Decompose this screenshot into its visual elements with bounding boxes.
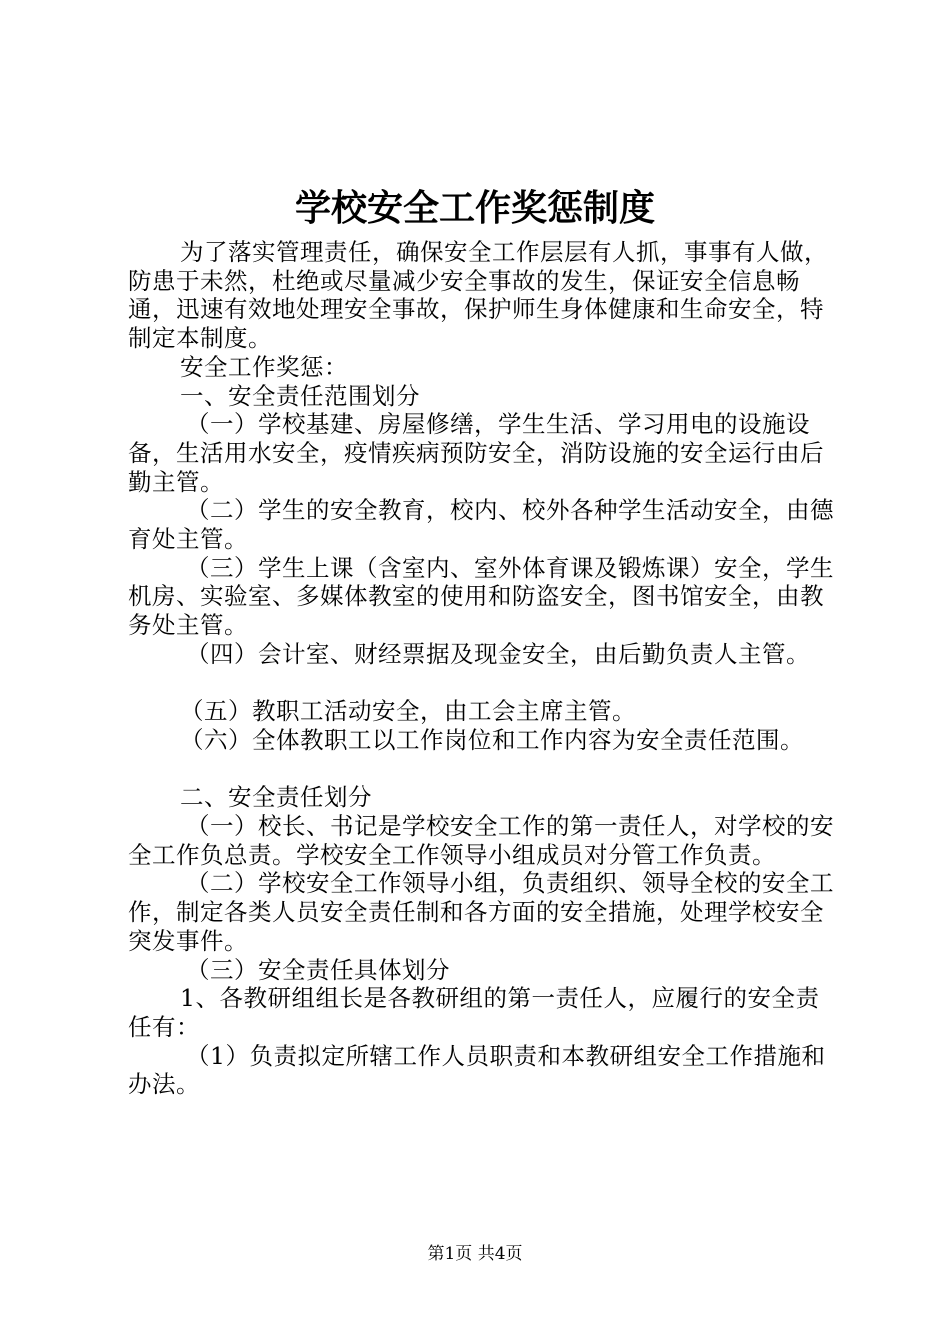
- paragraph-2-3-1: 1、各教研组组长是各教研组的第一责任人，应履行的安全责任有：: [128, 984, 820, 1041]
- section-heading-2: 二、安全责任划分: [180, 783, 372, 812]
- paragraph-1-1: （一）学校基建、房屋修缮，学生生活、学习用电的设施设备，生活用水安全，疫情疾病预防安全，消防设施的安全运行由后勤主管。: [128, 410, 824, 496]
- paragraph-heading-rewards: 安全工作奖惩：: [180, 352, 348, 381]
- paragraph-1-2: （二）学生的安全教育，校内、校外各种学生活动安全，由德育处主管。: [128, 496, 834, 554]
- document-body: [128, 238, 840, 1099]
- paragraph-2-3: （三）安全责任具体划分: [186, 955, 450, 984]
- paragraph-1-3: （三）学生上课（含室内、室外体育课及锻炼课）安全，学生机房、实验室、多媒体教室的使用和防盗安全，图书馆安全，由教务处主管。: [128, 553, 834, 640]
- paragraph-1-4: （四）会计室、财经票据及现金安全，由后勤负责人主管。: [186, 639, 810, 668]
- document-title: 学校安全工作奖惩制度: [294, 187, 655, 229]
- paragraph-intro: 为了落实管理责任，确保安全工作层层有人抓，事事有人做，防患于未然，杜绝或尽量减少安全事故的发生，保证安全信息畅通，迅速有效地处理安全事故，保护师生身体健康和生命安全，特制定本制度。: [128, 238, 828, 353]
- section-heading-1: 一、安全责任范围划分: [180, 381, 420, 410]
- paragraph-2-2: （二）学校安全工作领导小组，负责组织、领导全校的安全工作，制定各类人员安全责任制和各方面的安全措施，处理学校安全突发事件。: [128, 869, 834, 955]
- paragraph-1-5: （五）教职工活动安全，由工会主席主管。: [180, 697, 636, 726]
- paragraph-2-1: （一）校长、书记是学校安全工作的第一责任人，对学校的安全工作负总责。学校安全工作领导小组成员对分管工作负责。: [128, 812, 834, 869]
- page-footer: 第1页 共4页: [427, 1244, 523, 1264]
- paragraph-2-3-1-1: （1）负责拟定所辖工作人员职责和本教研组安全工作措施和办法。: [128, 1041, 826, 1099]
- paragraph-1-6: （六）全体教职工以工作岗位和工作内容为安全责任范围。: [180, 725, 804, 754]
